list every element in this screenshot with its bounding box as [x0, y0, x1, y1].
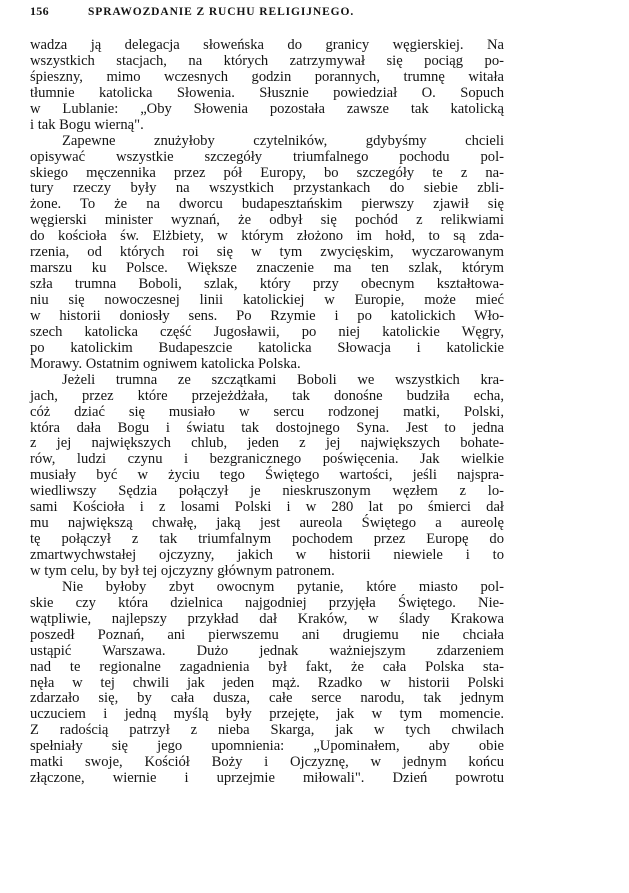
text-line: uczuciem i jedną myślą były przejęte, jak w tym momencie. — [30, 706, 504, 723]
text-line: wadza ją delegacja słoweńska do granicy węgierskiej. Na — [30, 37, 504, 53]
book-page — [30, 4, 504, 787]
text-line: do kościoła św. Elżbiety, w którym złożono im hołd, to są zda- — [30, 228, 504, 245]
text-line: śpieszny, mimo wczesnych godzin porannych, trumnę witała — [30, 68, 504, 85]
text-line: spełniały się jego upomnienia: „Upominałem, aby obie — [30, 738, 504, 755]
text-line: Zapewne znużyłoby czytelników, gdybyśmy chcieli — [62, 132, 504, 149]
text-line: która dała Bogu i światu tak dostojnego Syna. Jest to jedna — [30, 419, 504, 436]
text-line: szła trumna Boboli, szlak, który przy obecnym kształtowa- — [30, 276, 504, 293]
text-line: wszystkich stacjach, na których zatrzymywał się pociąg po- — [30, 52, 504, 69]
text-line: rzenia, od których roi się w tym zwycięskim, wyczarowanym — [30, 244, 504, 261]
text-line: cóż dziać się musiało w sercu rodzonej matki, Polski, — [30, 403, 504, 420]
text-line: mu największą chwałę, jaką jest aureola Świętego a aureolę — [30, 515, 504, 532]
text-line: sami Kościoła i z losami Polski i w 280 lat po śmierci dał — [30, 499, 504, 516]
text-line: rów, ludzi czynu i bezgranicznego poświęcenia. Jak wielkie — [30, 451, 504, 468]
text-line: tłumnie katolicka Słowenia. Słusznie powiedział O. Sopuch — [30, 84, 504, 101]
text-line: z jej największych chlub, jeden z jej największych bohate- — [30, 435, 504, 452]
body-text — [30, 38, 504, 787]
page-number: 156 — [30, 4, 49, 18]
running-title: SPRAWOZDANIE Z RUCHU RELIGIJNEGO. — [88, 6, 355, 18]
text-line: złączone, wiernie i uprzejmie miłowali". Dzień powrotu — [30, 770, 504, 787]
text-line: wiedliwszy Sędzia połączył je nieskruszonym węzłem z lo- — [30, 483, 504, 500]
text-line: węgierski minister wyznań, że odbył się pochód z relikwiami — [30, 212, 504, 229]
text-line: w historii doniosły sens. Po Rzymie i po katolickich Wło- — [30, 307, 504, 324]
text-line: nad te regionalne zagadnienia był fakt, że cała Polska sta- — [30, 658, 504, 675]
text-line: poszedł Poznań, ani pierwszemu ani drugiemu nie chciała — [30, 626, 504, 643]
text-line: i tak Bogu wierną". — [30, 116, 144, 133]
text-line: nęła w tej chwili jak jeden mąż. Rzadko w historii Polski — [30, 674, 504, 691]
text-line: szech katolicka część Jugosławii, po niej katolickie Węgry, — [30, 323, 504, 340]
text-line: marszu ku Polsce. Większe znaczenie ma ten szlak, którym — [30, 260, 504, 277]
text-line: tury rzeczy były na wszystkich przystankach do siebie zbli- — [30, 180, 504, 197]
text-line: zdarzało się, by cała dusza, całe serce narodu, tak jednym — [30, 690, 504, 707]
text-line: Nie byłoby zbyt owocnym pytanie, które miasto pol- — [62, 578, 504, 595]
text-line: Morawy. Ostatnim ogniwem katolicka Polska. — [30, 355, 301, 372]
running-head — [30, 4, 504, 22]
text-line: musiały być w życiu tego Świętego wartości, jeśli najspra- — [30, 467, 504, 484]
text-line: niu się nowoczesnej linii katolickiej w Europie, może mieć — [30, 292, 504, 308]
text-line: Jeżeli trumna ze szczątkami Boboli we wszystkich kra- — [62, 371, 504, 388]
text-line: w Lublanie: „Oby Słowenia pozostała zawsze tak katolicką — [30, 100, 504, 117]
text-line: wątpliwie, najlepszy przykład dał Kraków, w ślady Krakowa — [30, 610, 504, 627]
text-line: w tym celu, by był tej ojczyzny głównym patronem. — [30, 562, 335, 579]
text-line: zmartwychwstałej ojczyzny, jakich w historii niewiele i to — [30, 547, 504, 563]
text-line: skiego męczennika przez pół Europy, bo szczegóły te z na- — [30, 164, 504, 181]
text-line: żone. To że na dworcu budapesztańskim pierwszy zjawił się — [30, 196, 504, 213]
text-line: opisywać wszystkie szczegóły triumfalnego pochodu pol- — [30, 148, 504, 165]
text-line: po katolickim Budapeszcie katolicka Słowacja i katolickie — [30, 339, 504, 356]
text-line: tę połączył z tak triumfalnym pochodem przez Europę do — [30, 531, 504, 548]
text-line: Z radością patrzył z nieba Skarga, jak w tych chwilach — [30, 722, 504, 739]
text-line: ustąpić Warszawa. Dużo jednak ważniejszym zdarzeniem — [30, 642, 504, 659]
text-line: jach, przez które przejeżdżała, tak donośne budziła echa, — [30, 387, 504, 404]
text-line: skie czy która dzielnica najgodniej przyjęła Świętego. Nie- — [30, 594, 504, 611]
text-line: matki swoje, Kościół Boży i Ojczyznę, w jednym końcu — [30, 754, 504, 771]
